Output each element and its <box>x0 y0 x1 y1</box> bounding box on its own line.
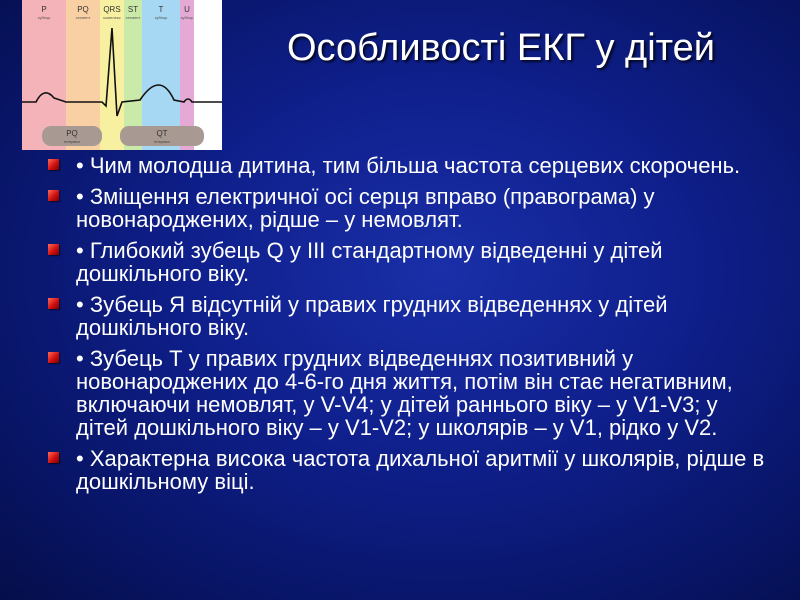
bullet-text: • Зубець Т у правих грудних відведеннях позитивний у новонароджених до 4-6-го дня життя, потім він стає негативним, включаючи немовлят, у V-V4; у дітей раннього віку – у V1-V3; у дітей дошкільного віку – у V1-V2; у школярів – у V1, рідко у V2. <box>76 346 733 440</box>
bullet-text: • Зміщення електричної осі серця вправо (правограма) у новонароджених, рідше – у немовлят. <box>76 184 655 232</box>
ecg-wave-sublabel: сегмент <box>125 15 141 20</box>
ecg-interval-label: QT <box>156 129 168 138</box>
red-square-bullet-icon <box>48 159 59 170</box>
bullet-item <box>48 347 768 439</box>
ecg-wave-label: ST <box>127 5 139 14</box>
ecg-wave-sublabel: зубець <box>154 15 168 20</box>
ecg-diagram-svg <box>22 0 222 150</box>
ecg-diagram <box>22 0 222 150</box>
ecg-interval-label: PQ <box>66 129 78 138</box>
ecg-wave-sublabel: зубець <box>180 15 194 20</box>
red-square-bullet-icon <box>48 244 59 255</box>
ecg-wave-label: T <box>158 5 164 14</box>
ecg-wave-sublabel: сегмент <box>75 15 91 20</box>
ecg-wave-label: QRS <box>103 5 121 14</box>
ecg-wave-band <box>100 0 124 150</box>
ecg-wave-label: PQ <box>77 5 89 14</box>
red-square-bullet-icon <box>48 452 59 463</box>
ecg-interval-sublabel: інтервал <box>154 139 170 144</box>
bullet-item <box>48 447 768 493</box>
ecg-wave-label: U <box>184 5 190 14</box>
slide-title: Особливості ЕКГ у дітей <box>286 27 715 69</box>
bullet-item <box>48 185 768 231</box>
ecg-wave-sublabel: зубець <box>37 15 51 20</box>
bullet-text: • Чим молодша дитина, тим більша частота серцевих скорочень. <box>76 153 741 178</box>
red-square-bullet-icon <box>48 190 59 201</box>
ecg-wave-sublabel: комплекс <box>103 15 121 20</box>
bullet-list <box>48 154 768 501</box>
red-square-bullet-icon <box>48 352 59 363</box>
bullet-text: • Характерна висока частота дихальної аритмії у школярів, рідше в дошкільному віці. <box>76 446 765 494</box>
bullet-text: • Зубець Я відсутній у правих грудних відведеннях у дітей дошкільного віку. <box>76 292 668 340</box>
ecg-wave-label: P <box>41 5 47 14</box>
red-square-bullet-icon <box>48 298 59 309</box>
bullet-item <box>48 154 768 177</box>
bullet-text: • Глибокий зубець Q у III стандартному відведенні у дітей дошкільного віку. <box>76 238 663 286</box>
bullet-item <box>48 239 768 285</box>
ecg-interval-sublabel: інтервал <box>64 139 80 144</box>
bullet-item <box>48 293 768 339</box>
